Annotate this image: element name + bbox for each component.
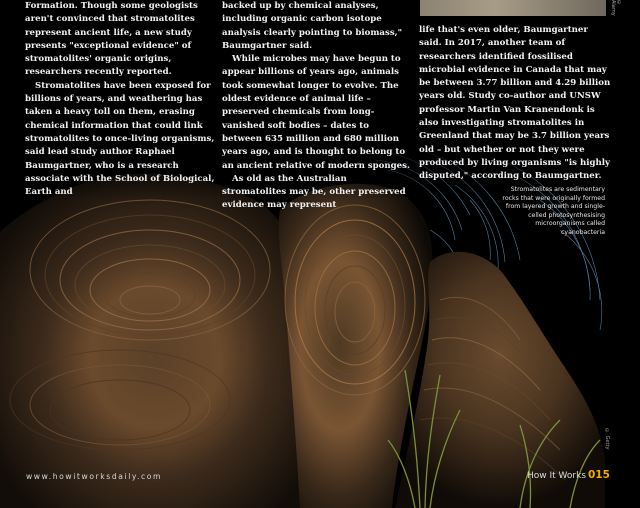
article-column-3: [419, 24, 611, 184]
column-2-paragraph-2: While microbes may have begun to appear billions of years ago, animals took somewhat longer to evolve. The oldest evidence of animal life – preserved chemicals from long-vanished soft bodies – dates to between 635 million and 680 million years ago, and is thought to belong to an ancient relative of modern sponges.: [222, 54, 410, 171]
column-2-paragraph-3: As old as the Australian stromatolites may be, other preserved evidence may represent: [222, 173, 406, 211]
page-number: 015: [588, 469, 610, 481]
rock-left: [0, 174, 310, 508]
footer-website-url: www.howitworksdaily.com: [26, 472, 162, 481]
top-photo-strip: [420, 0, 606, 16]
article-column-1: [25, 0, 215, 199]
column-3-paragraph-1: life that's even older, Baumgartner said. In 2017, another team of researchers identified fossilised microbial evidence in Canada that may be between 3.77 billion and 4.29 billion years old. Study co-author and UNSW professor Martin Van Kranendonk is also investigating stromatolites in Greenland that may be 3.7 billion years old – but whether or not they were produced by living organisms "is highly disputed," according to Baumgartner.: [419, 25, 611, 182]
footer-magazine-name: How It Works: [527, 471, 587, 481]
column-1-paragraph-2: Stromatolites have been exposed for billions of years, and weathering has taken a heavy toll on them, erasing chemical information that could link stromatolites to once-living organisms, said lead study author Raphael Baumgartner, who is a research associate with the School of Biological, Earth and: [25, 80, 215, 198]
column-1-paragraph-1: Formation. Though some geologists aren't convinced that stromatolites represent ancient life, a new study presents "exceptional evidence" of stromatolites' organic origins, researchers recently reported.: [25, 1, 198, 78]
photo-credit: © Getty: [604, 428, 610, 450]
article-column-2: [222, 0, 412, 213]
top-photo-credit: © Alamy: [610, 0, 622, 16]
column-2-paragraph-1: backed up by chemical analyses, including organic carbon isotope analysis clearly pointing to biomass," Baumgartner said.: [222, 1, 403, 51]
photo-caption: Stromatolites are sedimentary rocks that were originally formed from layered growth and single-celled photosynthesising microorganisms called cyanobacteria: [502, 186, 605, 236]
